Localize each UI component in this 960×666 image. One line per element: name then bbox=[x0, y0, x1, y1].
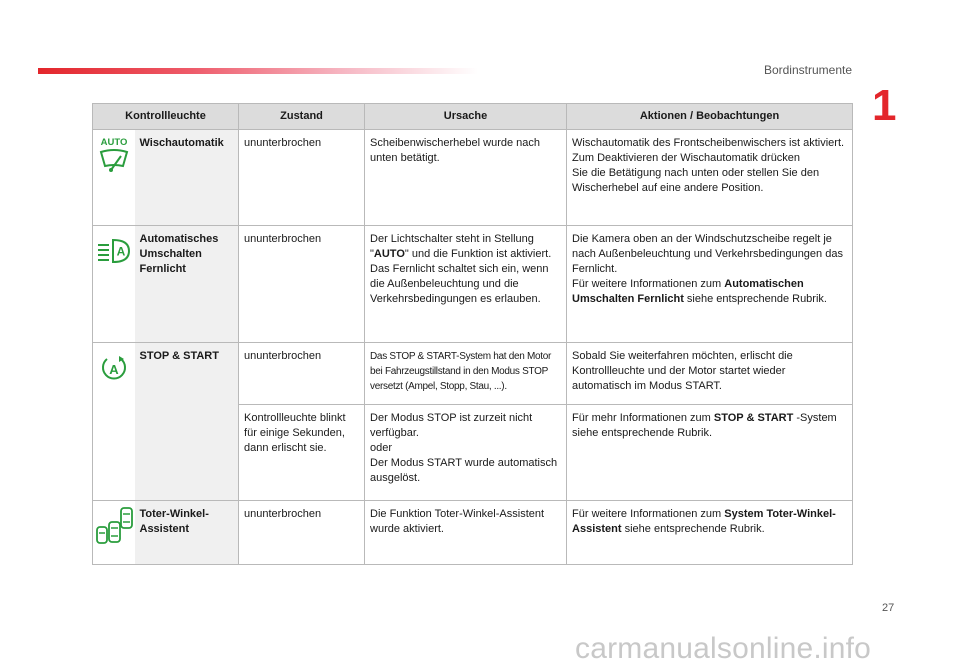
action-cell bbox=[567, 501, 853, 565]
auto-wiper-icon bbox=[97, 134, 131, 174]
state-cell: Kontrollleuchte blinkt für einige Sekunden, dann erlischt sie. bbox=[239, 405, 365, 501]
section-title: Bordinstrumente bbox=[763, 63, 852, 77]
light-name: Wischautomatik bbox=[135, 130, 239, 226]
action-cell bbox=[567, 130, 853, 226]
icon-cell bbox=[93, 343, 135, 501]
action-line: Wischautomatik des Frontscheibenwischers ist aktiviert. bbox=[572, 137, 845, 149]
action-text: Für weitere Informationen zum bbox=[572, 508, 725, 520]
cause-cell bbox=[365, 226, 567, 343]
chapter-number: 1 bbox=[872, 81, 897, 130]
cause-cell bbox=[365, 405, 567, 501]
header-aktionen: Aktionen / Beobachtungen bbox=[567, 104, 853, 130]
warning-lights-table bbox=[92, 103, 853, 565]
action-cell: Sobald Sie weiterfahren möchten, erlischt die Kontrollleuchte und der Motor startet wieder automatisch im Modus START. bbox=[567, 343, 853, 405]
page-number: 27 bbox=[882, 602, 895, 614]
watermark: carmanualsonline.info bbox=[575, 632, 872, 665]
table-row bbox=[93, 226, 853, 343]
header-kontrollleuchte: Kontrollleuchte bbox=[93, 104, 239, 130]
light-name: STOP & START bbox=[135, 343, 239, 501]
cause-line: Der Modus STOP ist zurzeit nicht verfügbar. bbox=[370, 412, 533, 439]
cause-text: Der Lichtschalter steht in Stellung " bbox=[370, 233, 534, 260]
svg-text:A: A bbox=[109, 362, 119, 377]
action-text: Für mehr Informationen zum bbox=[572, 412, 714, 424]
cause-line: Der Modus START wurde automatisch ausgelöst. bbox=[370, 457, 558, 484]
cause-cell: Die Funktion Toter-Winkel-Assistent wurde aktiviert. bbox=[365, 501, 567, 565]
action-line: Sie die Betätigung nach unten oder stellen Sie den Wischerhebel auf eine andere Position. bbox=[572, 167, 820, 194]
header-accent-line bbox=[38, 68, 478, 74]
action-line: Zum Deaktivieren der Wischautomatik drücken bbox=[572, 152, 801, 164]
cause-cell: Scheibenwischerhebel wurde nach unten betätigt. bbox=[365, 130, 567, 226]
action-text: siehe entsprechende Rubrik. bbox=[621, 523, 765, 535]
action-text: Für weitere Informationen zum bbox=[572, 278, 725, 290]
header-ursache: Ursache bbox=[365, 104, 567, 130]
table-row bbox=[93, 130, 853, 226]
action-cell bbox=[567, 226, 853, 343]
action-bold: Automatischen Umschalten Fernlicht bbox=[572, 278, 804, 305]
icon-cell bbox=[93, 501, 135, 565]
state-cell: ununterbrochen bbox=[239, 343, 365, 405]
light-name: Toter-Winkel-Assistent bbox=[135, 501, 239, 565]
cause-line: oder bbox=[370, 442, 393, 454]
table-header-row bbox=[93, 104, 853, 130]
blind-spot-icon bbox=[95, 505, 135, 545]
action-bold: System Toter-Winkel-Assistent bbox=[572, 508, 836, 535]
cause-text: " und die Funktion ist aktiviert. Das Fernlicht schaltet sich ein, wenn die Außenbeleuchtung und die Verkehrsbedingungen es erlauben. bbox=[370, 248, 552, 305]
state-cell: ununterbrochen bbox=[239, 130, 365, 226]
svg-text:A: A bbox=[116, 244, 126, 259]
action-cell bbox=[567, 405, 853, 501]
icon-cell bbox=[93, 130, 135, 226]
state-cell: ununterbrochen bbox=[239, 501, 365, 565]
action-bold: STOP & START bbox=[713, 412, 794, 424]
cause-cell: Das STOP & START-System hat den Motor bei Fahrzeugstillstand in den Modus STOP versetzt (Ampel, Stopp, Stau, ...). bbox=[365, 343, 567, 405]
header-zustand: Zustand bbox=[239, 104, 365, 130]
state-cell: ununterbrochen bbox=[239, 226, 365, 343]
svg-text:AUTO: AUTO bbox=[100, 137, 128, 148]
auto-high-beam-icon bbox=[96, 236, 132, 266]
table-row bbox=[93, 501, 853, 565]
cause-bold: AUTO bbox=[373, 248, 405, 260]
action-text: -System siehe entsprechende Rubrik. bbox=[572, 412, 837, 439]
table-row bbox=[93, 343, 853, 405]
stop-start-icon bbox=[99, 353, 129, 383]
action-line: Die Kamera oben an der Windschutzscheibe regelt je nach Außenbeleuchtung und Verkehrsbedingungen das Fernlicht. bbox=[572, 233, 843, 275]
icon-cell bbox=[93, 226, 135, 343]
action-line bbox=[572, 277, 847, 307]
light-name: Automatisches Umschalten Fernlicht bbox=[135, 226, 239, 343]
action-text: siehe entsprechende Rubrik. bbox=[683, 293, 827, 305]
